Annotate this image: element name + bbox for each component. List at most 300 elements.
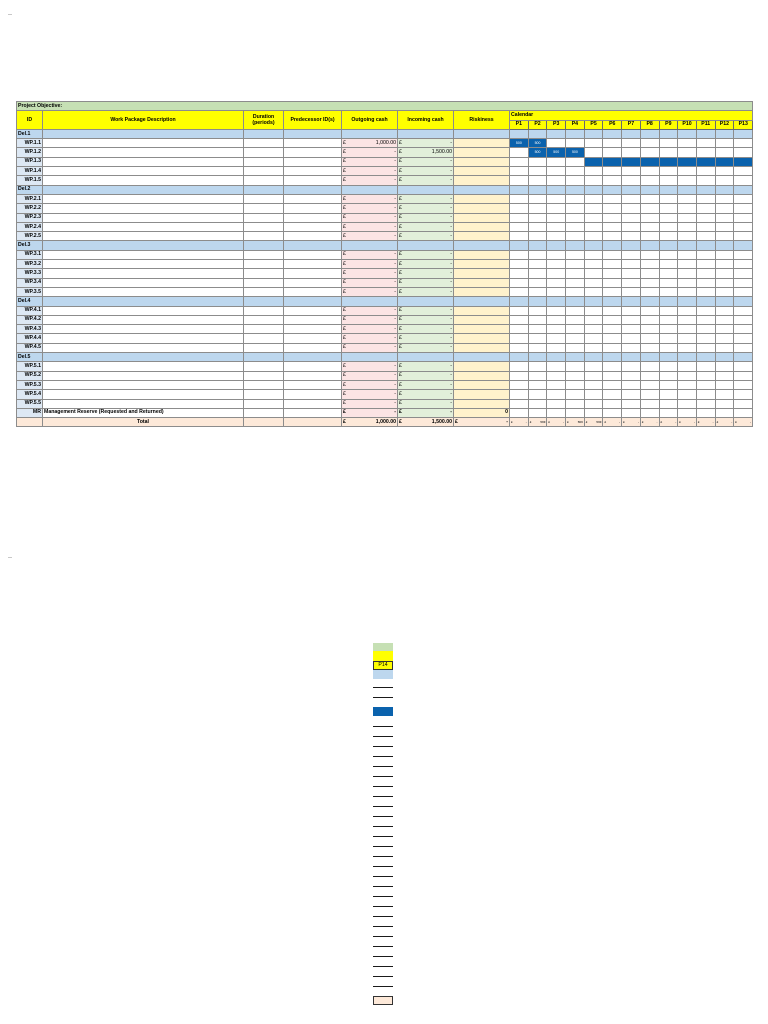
wp-description-cell[interactable] [43, 315, 244, 324]
work-package-row [17, 222, 753, 231]
gantt-cell [640, 380, 659, 389]
wp-predecessor-cell[interactable] [284, 287, 342, 296]
gantt-cell [659, 334, 678, 343]
deliverable-cell [454, 353, 510, 362]
wp-incoming-cell[interactable] [398, 167, 454, 176]
wp-riskiness-cell[interactable] [454, 399, 510, 408]
work-package-row [17, 306, 753, 315]
currency-symbol: £ [399, 390, 402, 397]
wp-outgoing-cell[interactable] [342, 167, 398, 176]
gantt-cell [696, 269, 715, 278]
gantt-cell [622, 362, 641, 371]
header-calendar: Calendar [510, 111, 753, 120]
deliverable-row [17, 241, 753, 250]
wp-predecessor-cell[interactable] [284, 260, 342, 269]
wp-outgoing-cell[interactable] [342, 157, 398, 166]
wp-duration-cell[interactable] [244, 278, 284, 287]
gantt-cell [547, 362, 566, 371]
wp-description-cell[interactable] [43, 213, 244, 222]
wp-predecessor-cell[interactable] [284, 334, 342, 343]
wp-riskiness-cell[interactable] [454, 278, 510, 287]
gantt-cell [659, 325, 678, 334]
wp-riskiness-cell[interactable] [454, 362, 510, 371]
total-period-cell [566, 418, 585, 427]
wp-id: WP.1.3 [17, 157, 43, 166]
wp-predecessor-cell[interactable] [284, 315, 342, 324]
currency-symbol: £ [343, 288, 346, 295]
wp-predecessor-cell[interactable] [284, 325, 342, 334]
wp-predecessor-cell[interactable] [284, 399, 342, 408]
wp-riskiness-cell[interactable] [454, 334, 510, 343]
deliverable-cell [43, 353, 244, 362]
wp-outgoing-cell[interactable] [342, 194, 398, 203]
wp-predecessor-cell[interactable] [284, 362, 342, 371]
wp-duration-cell[interactable] [244, 213, 284, 222]
wp-riskiness-cell[interactable] [454, 390, 510, 399]
wp-duration-cell[interactable] [244, 194, 284, 203]
gantt-cell [566, 371, 585, 380]
wp-description-cell[interactable] [43, 167, 244, 176]
wp-outgoing-cell[interactable] [342, 343, 398, 352]
deliverable-cell [603, 241, 622, 250]
deliverable-row [17, 297, 753, 306]
wp-riskiness-cell[interactable] [454, 260, 510, 269]
currency-symbol: £ [399, 362, 402, 369]
total-period-value: - [525, 419, 527, 424]
gantt-cell [566, 380, 585, 389]
wp-incoming-cell[interactable] [398, 213, 454, 222]
wp-outgoing-value: - [394, 362, 396, 369]
wp-outgoing-cell[interactable] [342, 306, 398, 315]
wp-riskiness-cell[interactable] [454, 194, 510, 203]
wp-incoming-cell[interactable] [398, 157, 454, 166]
total-period-cell [510, 418, 529, 427]
gantt-cell [734, 250, 753, 259]
gantt-cell [547, 139, 566, 148]
period-header-p3: P3 [547, 120, 566, 129]
gantt-cell [584, 213, 603, 222]
wp-description-cell[interactable] [43, 390, 244, 399]
wp-outgoing-value: - [394, 288, 396, 295]
wp-incoming-cell[interactable] [398, 222, 454, 231]
wp-duration-cell[interactable] [244, 176, 284, 185]
wp-incoming-cell[interactable] [398, 325, 454, 334]
gantt-cell [678, 139, 697, 148]
deliverable-cell [715, 185, 734, 194]
wp-duration-cell[interactable] [244, 232, 284, 241]
mr-duration-cell [244, 408, 284, 417]
wp-description-cell[interactable] [43, 306, 244, 315]
wp-duration-cell[interactable] [244, 362, 284, 371]
wp-riskiness-cell[interactable] [454, 148, 510, 157]
deliverable-cell [398, 353, 454, 362]
wp-outgoing-cell[interactable] [342, 250, 398, 259]
work-package-row [17, 148, 753, 157]
gantt-cell [528, 157, 547, 166]
gantt-cell [734, 260, 753, 269]
gantt-cell [659, 148, 678, 157]
wp-predecessor-cell[interactable] [284, 176, 342, 185]
wp-riskiness-cell[interactable] [454, 139, 510, 148]
gantt-cell [584, 250, 603, 259]
total-period-cell [734, 418, 753, 427]
work-package-row [17, 232, 753, 241]
wp-riskiness-cell[interactable] [454, 222, 510, 231]
gantt-cell [528, 176, 547, 185]
currency-symbol: £ [679, 419, 681, 424]
work-package-row [17, 213, 753, 222]
wp-incoming-cell[interactable] [398, 194, 454, 203]
currency-symbol: £ [716, 419, 719, 424]
header-incoming: Incoming cash [398, 111, 454, 130]
gantt-cell [603, 306, 622, 315]
wp-description-cell[interactable] [43, 380, 244, 389]
wp-incoming-cell[interactable] [398, 390, 454, 399]
wp-duration-cell[interactable] [244, 222, 284, 231]
side-header-cell [373, 651, 393, 661]
deliverable-cell [284, 185, 342, 194]
wp-outgoing-cell[interactable] [342, 315, 398, 324]
wp-predecessor-cell[interactable] [284, 278, 342, 287]
gantt-cell [640, 287, 659, 296]
wp-outgoing-cell[interactable] [342, 399, 398, 408]
side-period-label: P14 [373, 661, 393, 670]
wp-duration-cell[interactable] [244, 325, 284, 334]
gantt-cell [640, 194, 659, 203]
wp-duration-cell[interactable] [244, 399, 284, 408]
gantt-cell [547, 204, 566, 213]
wp-incoming-cell[interactable] [398, 371, 454, 380]
wp-incoming-cell[interactable] [398, 399, 454, 408]
wp-riskiness-cell[interactable] [454, 269, 510, 278]
gantt-cell [603, 408, 622, 417]
gantt-cell [622, 213, 641, 222]
wp-riskiness-cell[interactable] [454, 343, 510, 352]
gantt-cell [622, 269, 641, 278]
gantt-cell [584, 232, 603, 241]
wp-outgoing-cell[interactable] [342, 390, 398, 399]
gantt-cell [566, 343, 585, 352]
currency-symbol: £ [343, 362, 346, 369]
wp-description-cell[interactable] [43, 232, 244, 241]
wp-duration-cell[interactable] [244, 315, 284, 324]
wp-incoming-cell[interactable] [398, 204, 454, 213]
wp-duration-cell[interactable] [244, 148, 284, 157]
deliverable-cell [696, 185, 715, 194]
side-row-line [373, 846, 393, 847]
mr-outgoing-value: - [394, 409, 396, 416]
side-row-line [373, 736, 393, 737]
wp-description-cell[interactable] [43, 325, 244, 334]
gantt-cell [696, 380, 715, 389]
wp-predecessor-cell[interactable] [284, 167, 342, 176]
wp-description-cell[interactable] [43, 204, 244, 213]
gantt-cell [640, 334, 659, 343]
wp-outgoing-value: - [394, 177, 396, 184]
wp-predecessor-cell[interactable] [284, 148, 342, 157]
wp-riskiness-cell[interactable] [454, 213, 510, 222]
currency-symbol: £ [585, 419, 588, 424]
wp-incoming-cell[interactable] [398, 343, 454, 352]
gantt-cell [696, 176, 715, 185]
wp-outgoing-cell[interactable] [342, 334, 398, 343]
wp-incoming-value: - [450, 269, 452, 276]
wp-riskiness-cell[interactable] [454, 371, 510, 380]
wp-outgoing-cell[interactable] [342, 232, 398, 241]
wp-riskiness-cell[interactable] [454, 204, 510, 213]
gantt-cell [715, 408, 734, 417]
project-spreadsheet [16, 101, 753, 427]
wp-predecessor-cell[interactable] [284, 380, 342, 389]
wp-predecessor-cell[interactable] [284, 194, 342, 203]
deliverable-cell [566, 353, 585, 362]
wp-predecessor-cell[interactable] [284, 371, 342, 380]
wp-description-cell[interactable] [43, 278, 244, 287]
wp-id: WP.2.1 [17, 194, 43, 203]
wp-riskiness-cell[interactable] [454, 250, 510, 259]
wp-id: WP.5.5 [17, 399, 43, 408]
deliverable-cell [528, 185, 547, 194]
wp-outgoing-cell[interactable] [342, 260, 398, 269]
period-header-p4: P4 [566, 120, 585, 129]
wp-description-cell[interactable] [43, 287, 244, 296]
work-package-row [17, 371, 753, 380]
wp-description-cell[interactable] [43, 269, 244, 278]
wp-description-cell[interactable] [43, 260, 244, 269]
gantt-cell [528, 260, 547, 269]
overflow-column-p14 [373, 643, 393, 1005]
gantt-cell [547, 408, 566, 417]
wp-duration-cell[interactable] [244, 380, 284, 389]
deliverable-cell [342, 185, 398, 194]
gantt-cell [510, 287, 529, 296]
wp-riskiness-cell[interactable] [454, 157, 510, 166]
currency-symbol: £ [343, 223, 346, 230]
deliverable-cell [43, 129, 244, 138]
wp-outgoing-cell[interactable] [342, 222, 398, 231]
wp-riskiness-cell[interactable] [454, 287, 510, 296]
wp-incoming-cell[interactable] [398, 176, 454, 185]
side-row-line [373, 936, 393, 937]
gantt-cell [659, 278, 678, 287]
deliverable-cell [43, 185, 244, 194]
wp-duration-cell[interactable] [244, 269, 284, 278]
wp-predecessor-cell[interactable] [284, 232, 342, 241]
wp-duration-cell[interactable] [244, 390, 284, 399]
wp-description-cell[interactable] [43, 222, 244, 231]
gantt-cell [584, 334, 603, 343]
work-package-row [17, 139, 753, 148]
wp-predecessor-cell[interactable] [284, 390, 342, 399]
side-row-line [373, 806, 393, 807]
wp-outgoing-cell[interactable] [342, 278, 398, 287]
gantt-cell [734, 408, 753, 417]
gantt-cell [547, 167, 566, 176]
wp-duration-cell[interactable] [244, 139, 284, 148]
wp-incoming-cell[interactable] [398, 334, 454, 343]
mr-incoming-cell[interactable] [398, 408, 454, 417]
wp-incoming-cell[interactable] [398, 306, 454, 315]
wp-predecessor-cell[interactable] [284, 269, 342, 278]
wp-incoming-cell[interactable] [398, 269, 454, 278]
wp-duration-cell[interactable] [244, 250, 284, 259]
deliverable-cell [659, 129, 678, 138]
gantt-cell [528, 287, 547, 296]
gantt-cell [622, 306, 641, 315]
wp-duration-cell[interactable] [244, 371, 284, 380]
wp-id: WP.4.4 [17, 334, 43, 343]
gantt-cell [510, 194, 529, 203]
wp-duration-cell[interactable] [244, 306, 284, 315]
wp-predecessor-cell[interactable] [284, 204, 342, 213]
wp-riskiness-cell[interactable] [454, 315, 510, 324]
gantt-cell [659, 222, 678, 231]
wp-outgoing-cell[interactable] [342, 362, 398, 371]
wp-description-cell[interactable] [43, 139, 244, 148]
gantt-cell [547, 157, 566, 166]
wp-description-cell[interactable] [43, 371, 244, 380]
wp-riskiness-cell[interactable] [454, 176, 510, 185]
currency-symbol: £ [455, 418, 458, 425]
currency-symbol: £ [343, 158, 346, 165]
wp-description-cell[interactable] [43, 148, 244, 157]
wp-incoming-cell[interactable] [398, 250, 454, 259]
deliverable-cell [715, 353, 734, 362]
wp-incoming-cell[interactable] [398, 278, 454, 287]
deliverable-cell [566, 129, 585, 138]
total-period-value: - [693, 419, 695, 424]
objective-label: Project Objective: [17, 102, 753, 111]
wp-incoming-cell[interactable] [398, 362, 454, 371]
gantt-cell [547, 278, 566, 287]
deliverable-label: Del.3 [17, 241, 43, 250]
wp-description-cell[interactable] [43, 343, 244, 352]
wp-duration-cell[interactable] [244, 287, 284, 296]
wp-predecessor-cell[interactable] [284, 250, 342, 259]
deliverable-cell [398, 129, 454, 138]
work-package-row [17, 194, 753, 203]
wp-outgoing-cell[interactable] [342, 380, 398, 389]
wp-predecessor-cell[interactable] [284, 139, 342, 148]
wp-predecessor-cell[interactable] [284, 306, 342, 315]
gantt-cell [696, 213, 715, 222]
wp-outgoing-value: - [394, 251, 396, 258]
wp-incoming-cell[interactable] [398, 315, 454, 324]
gantt-cell [715, 194, 734, 203]
wp-predecessor-cell[interactable] [284, 343, 342, 352]
wp-riskiness-cell[interactable] [454, 167, 510, 176]
wp-description-cell[interactable] [43, 157, 244, 166]
currency-symbol: £ [343, 214, 346, 221]
wp-riskiness-cell[interactable] [454, 380, 510, 389]
total-predecessor-cell [284, 418, 342, 427]
wp-incoming-value: - [450, 325, 452, 332]
period-header-p2: P2 [528, 120, 547, 129]
wp-riskiness-cell[interactable] [454, 232, 510, 241]
gantt-cell [566, 194, 585, 203]
deliverable-cell [244, 185, 284, 194]
gantt-cell [547, 315, 566, 324]
deliverable-cell [678, 297, 697, 306]
gantt-cell [547, 306, 566, 315]
total-period-cell [622, 418, 641, 427]
period-header-p7: P7 [622, 120, 641, 129]
gantt-cell [510, 315, 529, 324]
wp-incoming-cell[interactable] [398, 260, 454, 269]
wp-predecessor-cell[interactable] [284, 157, 342, 166]
gantt-cell [584, 278, 603, 287]
wp-incoming-cell[interactable] [398, 287, 454, 296]
wp-predecessor-cell[interactable] [284, 222, 342, 231]
gantt-cell [603, 176, 622, 185]
gantt-cell [678, 204, 697, 213]
gantt-cell [659, 176, 678, 185]
wp-incoming-value: - [450, 167, 452, 174]
wp-outgoing-cell[interactable] [342, 371, 398, 380]
wp-description-cell[interactable] [43, 194, 244, 203]
wp-outgoing-cell[interactable] [342, 148, 398, 157]
wp-riskiness-cell[interactable] [454, 306, 510, 315]
deliverable-cell [734, 185, 753, 194]
wp-predecessor-cell[interactable] [284, 213, 342, 222]
wp-description-cell[interactable] [43, 399, 244, 408]
wp-id: WP.5.1 [17, 362, 43, 371]
wp-incoming-cell[interactable] [398, 139, 454, 148]
wp-incoming-cell[interactable] [398, 148, 454, 157]
wp-id: WP.2.4 [17, 222, 43, 231]
wp-incoming-cell[interactable] [398, 380, 454, 389]
wp-duration-cell[interactable] [244, 334, 284, 343]
mr-outgoing-cell[interactable] [342, 408, 398, 417]
wp-outgoing-cell[interactable] [342, 213, 398, 222]
wp-duration-cell[interactable] [244, 167, 284, 176]
gantt-cell [547, 343, 566, 352]
deliverable-cell [734, 353, 753, 362]
wp-description-cell[interactable] [43, 334, 244, 343]
wp-outgoing-cell[interactable] [342, 204, 398, 213]
work-package-row [17, 167, 753, 176]
gantt-cell [584, 222, 603, 231]
wp-outgoing-cell[interactable] [342, 325, 398, 334]
wp-duration-cell[interactable] [244, 204, 284, 213]
wp-outgoing-cell[interactable] [342, 287, 398, 296]
wp-duration-cell[interactable] [244, 343, 284, 352]
wp-outgoing-cell[interactable] [342, 269, 398, 278]
wp-riskiness-cell[interactable] [454, 325, 510, 334]
gantt-cell [659, 167, 678, 176]
work-package-row [17, 334, 753, 343]
gantt-bar-segment: 500 [528, 139, 547, 148]
gantt-cell [603, 222, 622, 231]
wp-incoming-cell[interactable] [398, 232, 454, 241]
wp-id: WP.1.4 [17, 167, 43, 176]
gantt-cell [678, 362, 697, 371]
wp-outgoing-cell[interactable] [342, 139, 398, 148]
total-period-value: - [637, 419, 639, 424]
gantt-cell [528, 315, 547, 324]
wp-description-cell[interactable] [43, 176, 244, 185]
wp-description-cell[interactable] [43, 250, 244, 259]
wp-duration-cell[interactable] [244, 157, 284, 166]
currency-symbol: £ [343, 325, 346, 332]
wp-duration-cell[interactable] [244, 260, 284, 269]
wp-description-cell[interactable] [43, 362, 244, 371]
wp-outgoing-cell[interactable] [342, 176, 398, 185]
gantt-cell [622, 194, 641, 203]
deliverable-cell [584, 241, 603, 250]
gantt-cell [603, 287, 622, 296]
gantt-cell [510, 325, 529, 334]
